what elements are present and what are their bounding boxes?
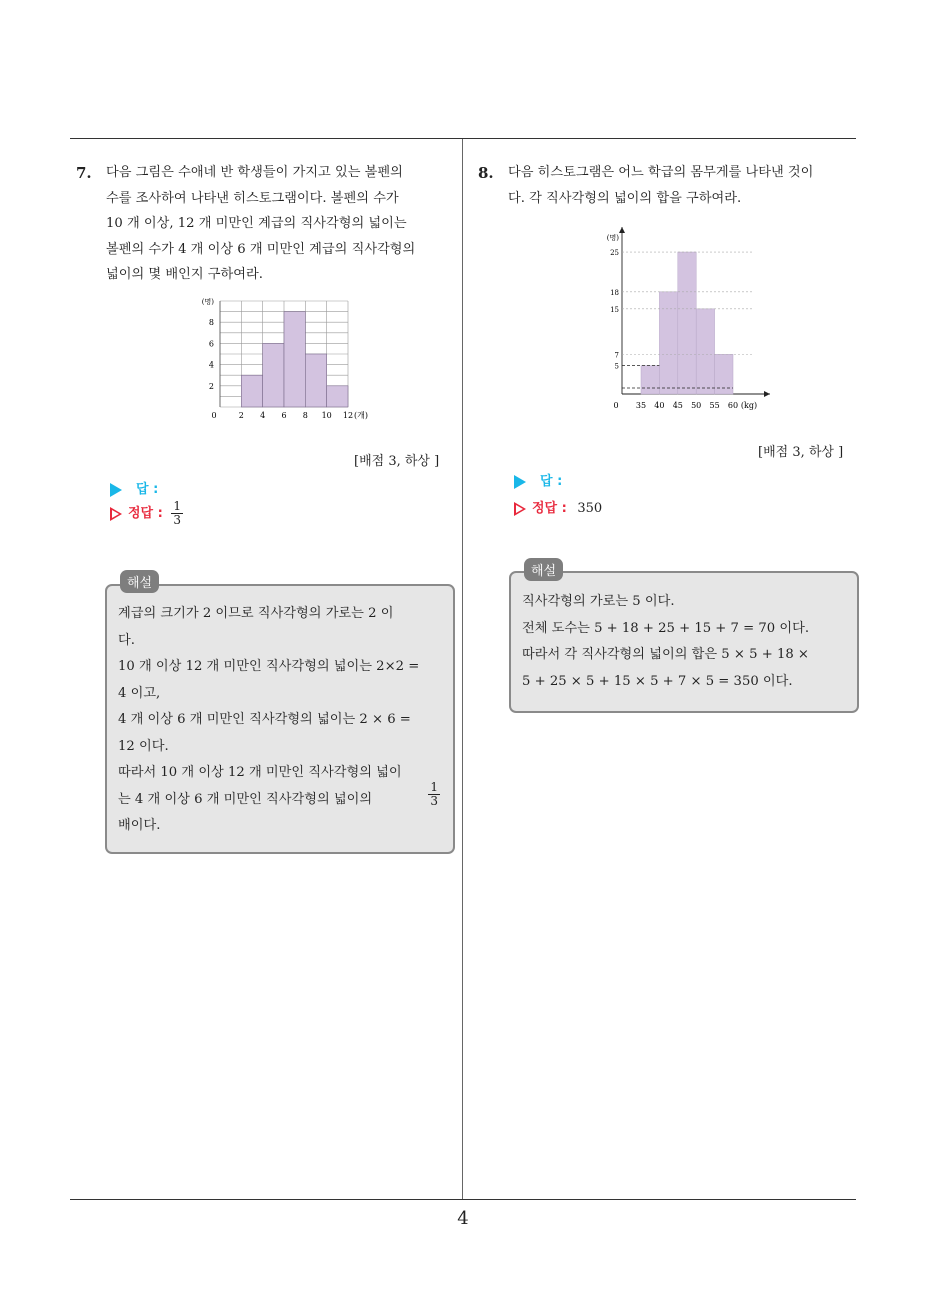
q8-text (508, 160, 858, 211)
q8-line: 다음 히스토그램은 어느 학급의 몸무게를 나타낸 것이 (508, 165, 814, 180)
q7-solution-fraction (428, 781, 440, 808)
y-tick-label: 7 (614, 351, 619, 360)
q7-line: 넓이의 몇 배인지 구하여라. (106, 267, 263, 282)
q7-solution-line: 계급의 크기가 2 이므로 직사각형의 가로는 2 이 (118, 606, 394, 621)
q7-line: 수를 조사하여 나타낸 히스토그램이다. 볼펜의 수가 (106, 190, 399, 206)
x-tick-label: 0 (211, 411, 217, 420)
q7-solution-line: 4 개 이상 6 개 미만인 직사각형의 넓이는 2 × 6 = (118, 712, 411, 727)
histogram-bar (327, 386, 348, 407)
y-tick-label: 25 (610, 249, 619, 258)
q8-solution-line: 전체 도수는 5 + 18 + 25 + 15 + 7 = 70 이다. (522, 620, 810, 636)
q7-line: 10 개 이상, 12 개 미만인 계급의 직사각형의 넓이는 (106, 216, 407, 231)
q8-solution-line: 직사각형의 가로는 5 이다. (522, 594, 675, 609)
q7-solution-line: 따라서 10 개 이상 12 개 미만인 직사각형의 넓이 (118, 765, 402, 780)
x-tick-label: 6 (281, 411, 287, 420)
q8-key-label: 정답 : (532, 501, 567, 516)
x-tick-label: 40 (654, 401, 665, 410)
x-tick-label: 60 (727, 401, 739, 410)
histogram-bar (641, 366, 659, 394)
q7-text (106, 160, 456, 288)
q7-number: 7. (76, 164, 92, 182)
histogram-bar (305, 354, 326, 407)
x-tick-label: 4 (260, 411, 266, 420)
x-unit-label: (개) (354, 411, 368, 420)
q8-key-value: 350 (577, 501, 603, 516)
x-tick-label: 12 (342, 411, 354, 420)
q8-line: 다. 각 직사각형의 넓이의 합을 구하여라. (508, 190, 742, 206)
outline-arrow-icon (514, 502, 526, 516)
q8-answer (514, 470, 562, 489)
column-divider (462, 139, 463, 1200)
q8-number: 8. (478, 164, 494, 182)
q7-key-label: 정답 : (128, 506, 163, 521)
q8-solution-tag: 해설 (524, 558, 563, 581)
q7-key (110, 500, 183, 527)
origin-label: 0 (613, 401, 619, 410)
y-tick-label: 18 (610, 288, 619, 297)
y-tick-label: 15 (610, 305, 619, 314)
y-tick-label: 2 (208, 381, 214, 391)
q8-key (514, 497, 602, 516)
y-tick-label: 4 (208, 360, 214, 370)
q7-solution-line: 4 이고, (118, 685, 161, 701)
top-rule (70, 138, 856, 139)
q7-solution-line-with-fraction (118, 779, 440, 814)
y-unit-label: (명) (606, 234, 619, 242)
q8-score: [배점 3, 하상 ] (758, 445, 844, 460)
histogram-bar (263, 343, 284, 407)
q7-solution-line: 는 4 개 이상 6 개 미만인 직사각형의 넓이의 (118, 791, 373, 807)
y-tick-label: 8 (208, 318, 214, 328)
q7-solution-line: 10 개 이상 12 개 미만인 직사각형의 넓이는 2×2 = (118, 659, 420, 674)
q7-solution-frac-num: 1 (430, 779, 438, 794)
q7-key-fraction (171, 500, 183, 527)
q7-solution-line: 다. (118, 632, 135, 648)
x-tick-label: 10 (321, 411, 332, 420)
y-unit-label: (명) (201, 298, 214, 306)
y-tick-label: 6 (208, 339, 214, 349)
x-axis-arrow-icon (764, 391, 770, 397)
q7-key-frac-den: 3 (173, 513, 182, 527)
histogram-bar (696, 309, 714, 394)
q7-answer (110, 478, 158, 497)
outline-arrow-icon (110, 507, 122, 521)
q8-answer-label: 답 : (540, 474, 563, 489)
q8-solution (522, 589, 844, 695)
y-tick-label: 5 (614, 362, 619, 371)
q7-solution-line: 12 이다. (118, 738, 169, 754)
q7-answer-label: 답 : (136, 482, 159, 497)
x-tick-label: 55 (709, 401, 720, 410)
q7-line: 다음 그림은 수애네 반 학생들이 가지고 있는 볼펜의 (106, 165, 403, 180)
play-arrow-icon (110, 483, 122, 497)
x-unit-label: (kg) (740, 401, 758, 410)
x-tick-label: 35 (635, 401, 647, 410)
q7-solution-frac-den: 3 (430, 793, 438, 808)
histogram-bar (284, 312, 305, 407)
x-tick-label: 50 (691, 401, 702, 410)
q8-solution-line: 5 + 25 × 5 + 15 × 5 + 7 × 5 = 350 이다. (522, 673, 793, 689)
q7-histogram (195, 293, 370, 428)
histogram-bar (659, 292, 677, 394)
q7-line: 볼펜의 수가 4 개 이상 6 개 미만인 계급의 직사각형의 (106, 241, 416, 257)
histogram-bar (678, 252, 696, 394)
q7-score: [배점 3, 하상 ] (354, 454, 440, 469)
play-arrow-icon (514, 475, 526, 489)
q8-histogram (600, 222, 780, 422)
x-tick-label: 2 (238, 411, 244, 420)
bottom-rule (70, 1199, 856, 1200)
y-axis-arrow-icon (619, 227, 625, 233)
q7-solution-tag: 해설 (120, 570, 159, 593)
q7-solution (118, 601, 440, 840)
q8-solution-line: 따라서 각 직사각형의 넓이의 합은 5 × 5 + 18 × (522, 647, 809, 662)
page-number: 4 (457, 1208, 469, 1229)
x-tick-label: 45 (672, 401, 683, 410)
q7-key-frac-num: 1 (173, 499, 182, 513)
histogram-bar (241, 375, 262, 407)
x-tick-label: 8 (302, 411, 308, 420)
q7-solution-line: 배이다. (118, 818, 161, 833)
